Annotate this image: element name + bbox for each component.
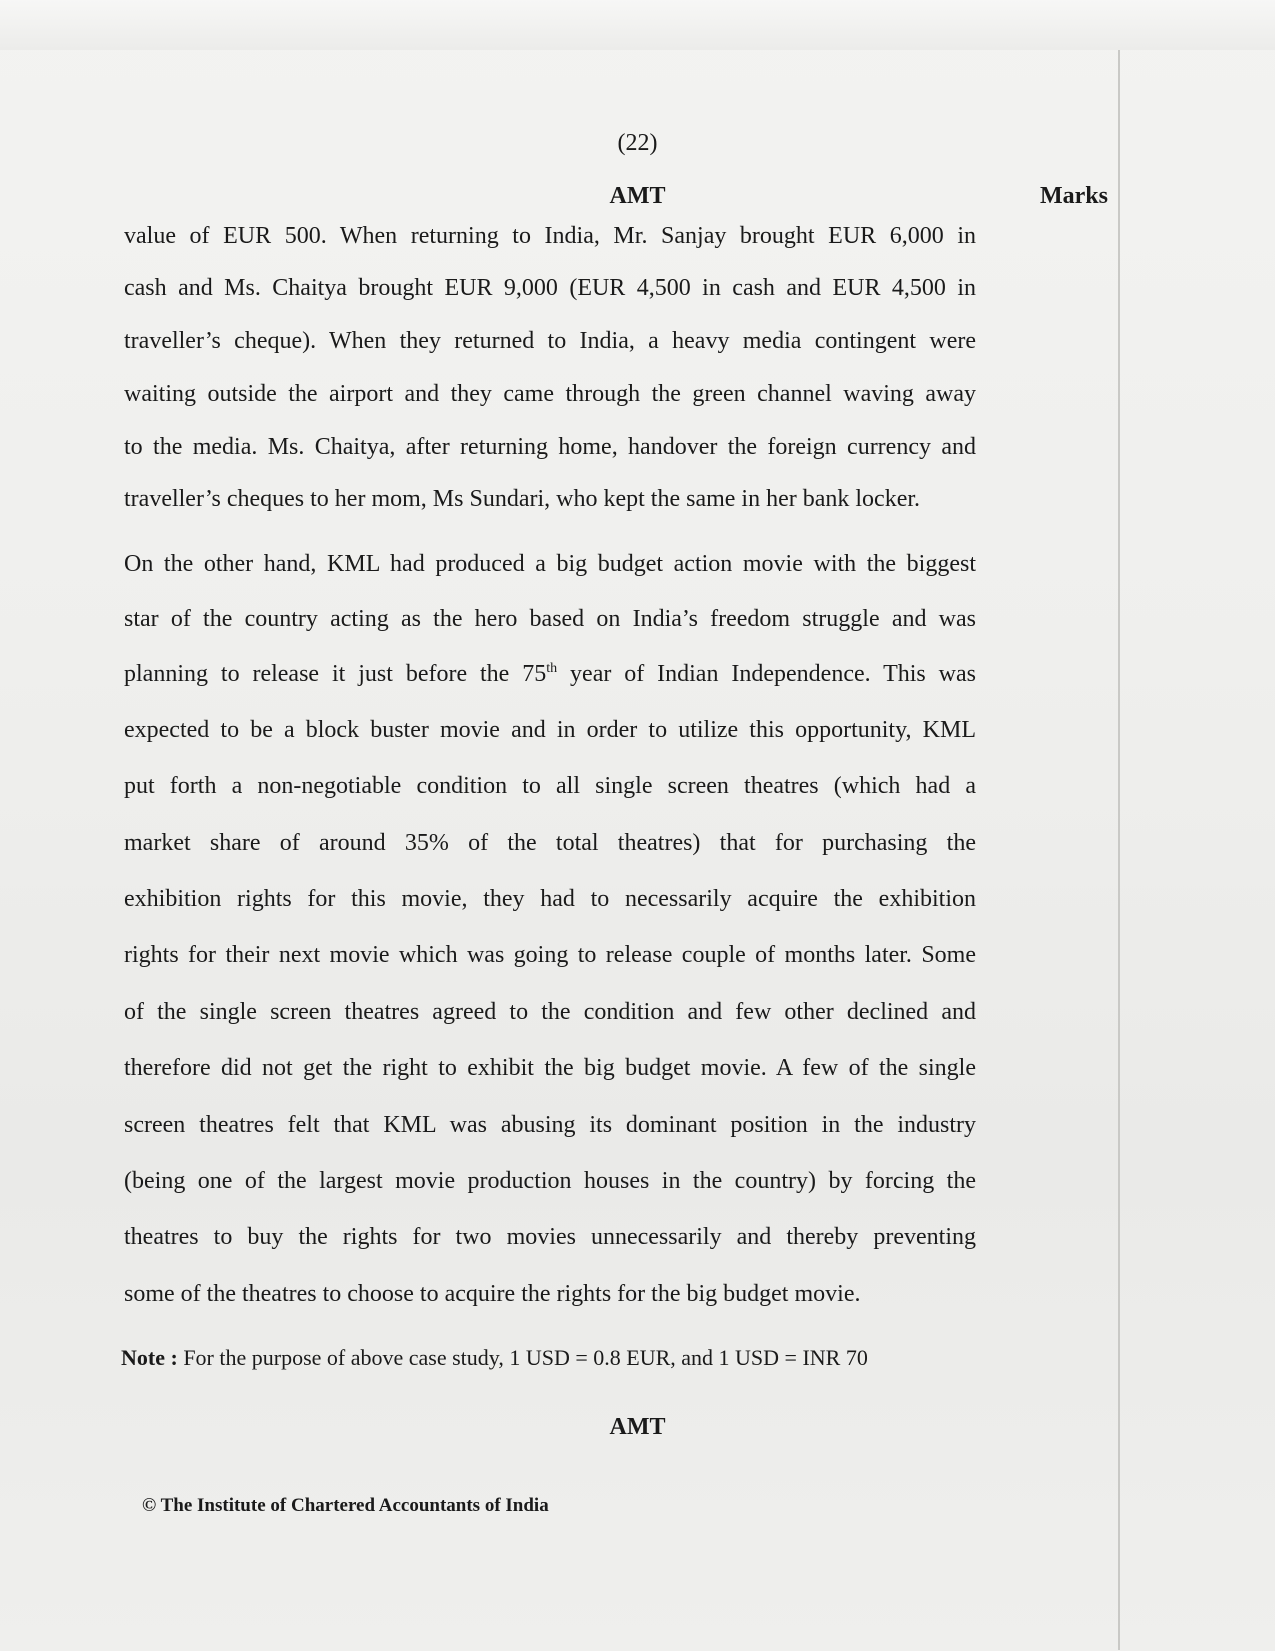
- page-right-edge: [1118, 50, 1120, 1650]
- text-line: star of the country acting as the hero based on India’s freedom struggle and was: [124, 606, 976, 632]
- text-segment: planning to release it just before the 75: [124, 661, 547, 687]
- text-line: expected to be a block buster movie and in order to utilize this opportunity, KML: [124, 717, 976, 743]
- note-text: For the purpose of above case study, 1 USD = 0.8 EUR, and 1 USD = INR 70: [177, 1345, 868, 1370]
- text-line: cash and Ms. Chaitya brought EUR 9,000 (EUR 4,500 in cash and EUR 4,500 in: [124, 275, 976, 301]
- text-line: of the single screen theatres agreed to the condition and few other declined and: [124, 999, 976, 1025]
- superscript: th: [546, 661, 558, 676]
- paper-code-header: AMT: [609, 183, 666, 209]
- marks-column-label: Marks: [1040, 183, 1108, 209]
- page-top-edge: [0, 0, 1275, 50]
- text-line: to the media. Ms. Chaitya, after returning home, handover the foreign currency and: [124, 434, 976, 460]
- text-line: traveller’s cheques to her mom, Ms Sundari, who kept the same in her bank locker.: [124, 486, 921, 512]
- text-line: some of the theatres to choose to acquire the rights for the big budget movie.: [124, 1281, 861, 1307]
- text-line: theatres to buy the rights for two movies unnecessarily and thereby preventing: [124, 1224, 976, 1250]
- text-line: therefore did not get the right to exhibit the big budget movie. A few of the single: [124, 1055, 976, 1081]
- text-line: put forth a non-negotiable condition to all single screen theatres (which had a: [124, 773, 976, 799]
- text-line: traveller’s cheque). When they returned to India, a heavy media contingent were: [124, 328, 976, 354]
- page-number: (22): [617, 130, 658, 156]
- text-line: value of EUR 500. When returning to India, Mr. Sanjay brought EUR 6,000 in: [124, 223, 976, 249]
- paper-code-footer: AMT: [609, 1414, 666, 1440]
- text-line-with-superscript: [124, 659, 976, 689]
- text-line: exhibition rights for this movie, they had to necessarily acquire the exhibition: [124, 886, 976, 912]
- text-line: On the other hand, KML had produced a big budget action movie with the biggest: [124, 551, 976, 577]
- text-line: rights for their next movie which was going to release couple of months later. Some: [124, 942, 976, 968]
- copyright-notice: © The Institute of Chartered Accountants of India: [142, 1495, 549, 1516]
- text-line: screen theatres felt that KML was abusing its dominant position in the industry: [124, 1112, 976, 1138]
- text-segment: year of Indian Independence. This was: [557, 661, 976, 687]
- text-line: market share of around 35% of the total theatres) that for purchasing the: [124, 830, 976, 856]
- text-line: waiting outside the airport and they came through the green channel waving away: [124, 381, 976, 407]
- text-line: (being one of the largest movie production houses in the country) by forcing the: [124, 1168, 976, 1194]
- exchange-rate-note: [121, 1345, 868, 1371]
- note-label: Note :: [121, 1345, 178, 1370]
